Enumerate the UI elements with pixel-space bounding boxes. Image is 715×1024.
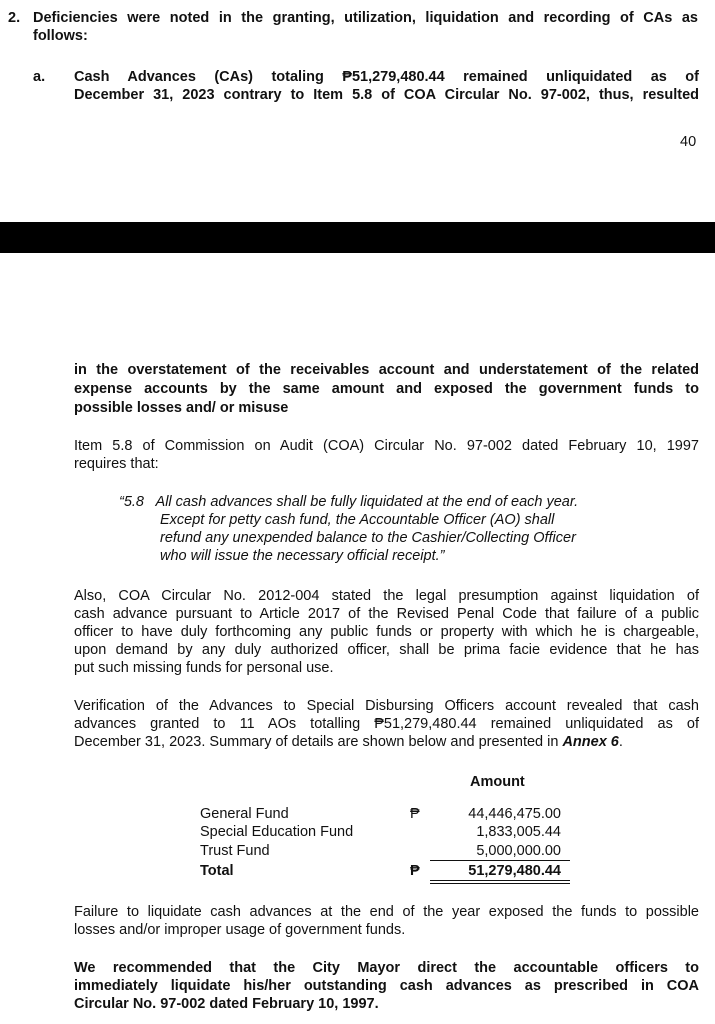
recommendation-line1: We recommended that the City Mayor direct the accountable officers to bbox=[74, 960, 699, 976]
peso-sign: ₱ bbox=[410, 863, 420, 879]
verification-line2: advances granted to 11 AOs totalling ₱51,279,480.44 remained unliquidated as of bbox=[74, 716, 699, 732]
recommendation-line3: Circular No. 97-002 dated February 10, 1997. bbox=[74, 996, 379, 1012]
quote-line1: “5.8 All cash advances shall be fully liquidated at the end of each year. bbox=[119, 494, 579, 510]
total-double-rule-top bbox=[430, 880, 570, 881]
section-number: 2. bbox=[8, 10, 21, 26]
item58-line1: Item 5.8 of Commission on Audit (COA) Circular No. 97-002 dated February 10, 1997 bbox=[74, 438, 699, 454]
also-line4: upon demand by any duly authorized officer, shall be prima facie evidence that he has bbox=[74, 642, 699, 658]
table-row-amount: 5,000,000.00 bbox=[476, 843, 561, 859]
peso-sign: ₱ bbox=[410, 806, 420, 822]
annex-reference: Annex 6 bbox=[562, 734, 619, 750]
item-a-line1: Cash Advances (CAs) totaling ₱51,279,480.44 remained unliquidated as of bbox=[74, 69, 699, 85]
section-heading-line2: follows: bbox=[33, 28, 88, 44]
table-row-fund-label: Special Education Fund bbox=[200, 824, 354, 840]
quote-line3: refund any unexpended balance to the Cashier/Collecting Officer bbox=[160, 530, 576, 546]
table-row-amount: 44,446,475.00 bbox=[468, 806, 561, 822]
page-break-bar bbox=[0, 222, 715, 253]
continuation-line3: possible losses and/ or misuse bbox=[74, 400, 289, 416]
recommendation-line2: immediately liquidate his/her outstanding cash advances as prescribed in COA bbox=[74, 978, 699, 994]
failure-line1: Failure to liquidate cash advances at the end of the year exposed the funds to possible bbox=[74, 904, 699, 920]
total-double-rule-bottom bbox=[430, 883, 570, 884]
table-row-fund-label: Trust Fund bbox=[200, 843, 270, 859]
failure-line2: losses and/or improper usage of government funds. bbox=[74, 922, 406, 938]
item-marker: a. bbox=[33, 69, 46, 85]
verification-line3-text: December 31, 2023. Summary of details are shown below and presented in bbox=[74, 734, 563, 750]
also-line2: cash advance pursuant to Article 2017 of the Revised Penal Code that failure of a public bbox=[74, 606, 699, 622]
table-row-fund-label: General Fund bbox=[200, 806, 289, 822]
section-heading-line1: Deficiencies were noted in the granting, utilization, liquidation and recording of CAs as bbox=[33, 10, 698, 26]
also-line1: Also, COA Circular No. 2012-004 stated the legal presumption against liquidation of bbox=[74, 588, 699, 604]
quote-line2: Except for petty cash fund, the Accountable Officer (AO) shall bbox=[160, 512, 555, 528]
verification-line1: Verification of the Advances to Special Disbursing Officers account revealed that cash bbox=[74, 698, 699, 714]
quote-line4: who will issue the necessary official receipt.” bbox=[160, 548, 445, 564]
verification-line3 bbox=[74, 733, 623, 751]
also-line3: officer to have duly forthcoming any public funds or property with which he is chargeable, bbox=[74, 624, 699, 640]
continuation-line1: in the overstatement of the receivables account and understatement of the related bbox=[74, 362, 699, 378]
also-line5: put such missing funds for personal use. bbox=[74, 660, 334, 676]
continuation-line2: expense accounts by the same amount and exposed the government funds to bbox=[74, 381, 699, 397]
page-number: 40 bbox=[680, 134, 697, 150]
verification-line3-end: . bbox=[618, 734, 623, 750]
table-total-label: Total bbox=[200, 863, 234, 879]
subtotal-rule bbox=[430, 860, 570, 861]
table-header-amount: Amount bbox=[470, 774, 525, 790]
table-row-amount: 1,833,005.44 bbox=[476, 824, 561, 840]
table-total-amount: 51,279,480.44 bbox=[468, 863, 561, 879]
item-a-line2: December 31, 2023 contrary to Item 5.8 of COA Circular No. 97-002, thus, resulted bbox=[74, 87, 699, 103]
item58-line2: requires that: bbox=[74, 456, 159, 472]
